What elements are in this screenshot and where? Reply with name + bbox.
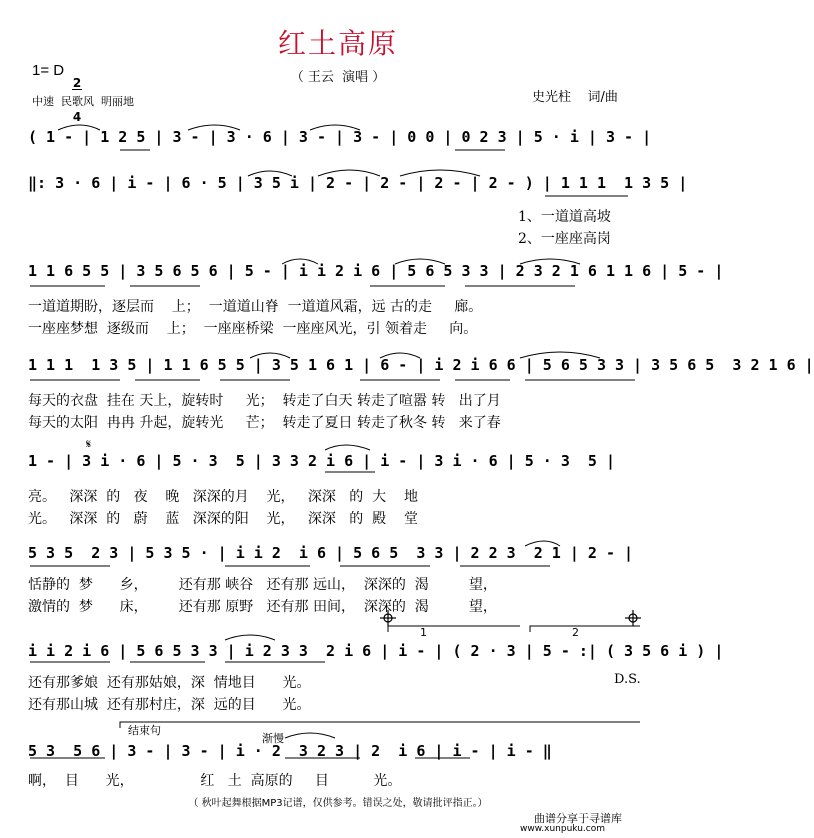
notation-row-3: 1 1 6 5 5 | 3 5 6 5 6 | 5 - | i i 2 i 6 | 5 6 5 3 3 | 2 3 2 1 6 1 1 6 | 5 - | xyxy=(28,262,724,280)
volta-1-label: 1 xyxy=(420,626,427,639)
verse-intro-1: 1、一道道高坡 xyxy=(518,209,611,225)
lyrics-row-6-verse-1: 恬静的 梦 乡， 还有那 峡谷 还有那 远山， 深深的 渴 望， xyxy=(28,577,497,593)
notation-row-1: ( 1 - | 1 2 5 | 3 - | 3 · 6 | 3 - | 3 - | 0 0 | 0 2 3 | 5 · i | 3 - | xyxy=(28,128,652,146)
notation-row-2: ‖: 3 · 6 | i - | 6 · 5 | 3 5 i | 2 - | 2 - | 2 - | 2 - ) | 1 1 1 1 3 5 | xyxy=(28,174,688,192)
tempo-marking: 中速 民歌风 明丽地 xyxy=(32,95,134,108)
ritardando-label: 渐慢 xyxy=(262,732,284,745)
watermark-text: 曲谱分享于寻谱库 xyxy=(534,812,622,825)
key-signature: 1= D xyxy=(32,62,65,79)
notation-row-4: 1 1 1 1 3 5 | 1 1 6 5 5 | 3 5 1 6 1 | 6 - | i 2 i 6 6 | 5 6 5 3 3 | 3 5 6 5 3 2 1 6 | xyxy=(28,356,814,374)
svg-text:𝄋: 𝄋 xyxy=(86,437,92,451)
transcription-note: （ 秋叶起舞根据MP3记谱，仅供参考。错误之处，敬请批评指正。） xyxy=(188,798,488,809)
notation-row-7: i i 2 i 6 | 5 6 5 3 3 | i 2 3 3 2 i 6 | i - | ( 2 · 3 | 5 - :| ( 3 5 6 i ) | xyxy=(28,642,724,660)
lyrics-row-4-verse-2: 每天的太阳 冉冉 升起，旋转光 芒； 转走了夏日 转走了秋冬 转 来了春 xyxy=(28,415,501,431)
watermark-url: www.xunpuku.com xyxy=(520,824,605,834)
lyrics-row-3-verse-1: 一道道期盼，逐层而 上； 一道道山脊 一道道风霜，远 古的走 廊。 xyxy=(28,299,483,315)
lyrics-row-6-verse-2: 激情的 梦 床， 还有那 原野 还有那 田间， 深深的 渴 望， xyxy=(28,599,497,615)
lyrics-row-7-verse-1: 还有那爹娘 还有那姑娘，深 情地目 光。 xyxy=(28,675,311,691)
lyrics-row-8: 啊， 目 光， 红 土 高原的 目 光。 xyxy=(28,773,402,789)
composer-credit: 史光柱 词/曲 xyxy=(532,90,618,105)
ending-label: 结束句 xyxy=(128,724,161,737)
song-title: 红土高原 xyxy=(277,27,398,60)
lyrics-row-5-verse-1: 亮。 深深 的 夜 晚 深深的月 光， 深深 的 大 地 xyxy=(28,489,418,505)
ds-marking: D.S. xyxy=(614,672,641,687)
volta-2-label: 2 xyxy=(572,626,579,639)
lyrics-row-5-verse-2: 光。 深深 的 蔚 蓝 深深的阳 光， 深深 的 殿 堂 xyxy=(28,511,418,527)
lyrics-row-3-verse-2: 一座座梦想 逐级而 上； 一座座桥梁 一座座风光，引 领着走 向。 xyxy=(28,321,478,337)
lyrics-row-7-verse-2: 还有那山城 还有那村庄，深 远的目 光。 xyxy=(28,697,311,713)
notation-row-6: 5 3 5 2 3 | 5 3 5 · | i i 2 i 6 | 5 6 5 3 3 | 2 2 3 2 1 | 2 - | xyxy=(28,544,634,562)
singer-credit: （ 王云 演唱 ） xyxy=(290,70,386,85)
notation-row-8: 5 3 5 6 | 3 - | 3 - | i · 2 3 2 3 | 2 i 6 | i - | i - ‖ xyxy=(28,742,552,760)
time-top: 2 xyxy=(72,76,82,90)
lyrics-row-4-verse-1: 每天的衣盘 挂在 天上，旋转时 光； 转走了白天 转走了喧嚣 转 出了月 xyxy=(28,393,501,409)
time-bottom: 4 xyxy=(72,110,82,124)
verse-intro-2: 2、一座座高岗 xyxy=(518,231,611,247)
notation-row-5: 1 - | 3 i · 6 | 5 · 3 5 | 3 3 2 i 6 | i - | 3 i · 6 | 5 · 3 5 | xyxy=(28,452,615,470)
